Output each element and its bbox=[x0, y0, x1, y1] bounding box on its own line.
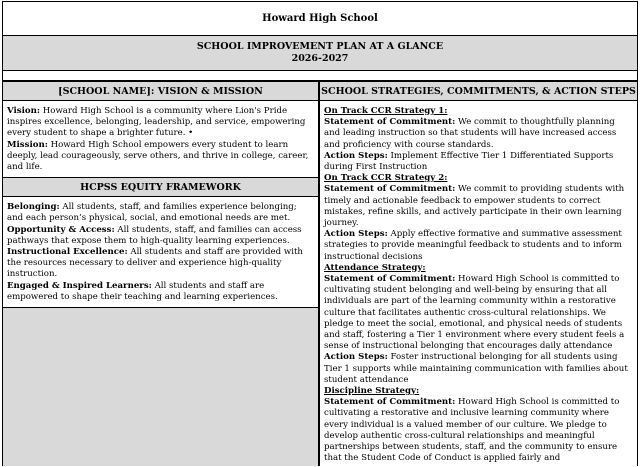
commitment-text: We commit to providing students with timely and actionable feedback to empower students to correct mistakes, refine skills, and actively participate in their own learning journey. bbox=[324, 184, 625, 229]
equity-item bbox=[7, 247, 314, 281]
equity-item-text: All students and staff are empowered to shape their teaching and learning experiences. bbox=[7, 280, 278, 302]
vision-paragraph bbox=[7, 106, 314, 140]
strategy-title: On Track CCR Strategy 2: bbox=[324, 173, 448, 184]
plan-title-banner bbox=[2, 36, 638, 71]
commitment-paragraph bbox=[324, 117, 633, 151]
strategies-section bbox=[320, 101, 637, 465]
strategies-heading bbox=[320, 81, 637, 101]
equity-section bbox=[3, 197, 318, 308]
action-paragraph bbox=[324, 151, 633, 173]
equity-item-text: All students, staff, and families can access pathways that expose them to high-quality learning experiences. bbox=[7, 224, 302, 246]
right-column bbox=[320, 81, 637, 466]
equity-heading-text: HCPSS EQUITY FRAMEWORK bbox=[80, 181, 241, 193]
commitment-label: Statement of Commitment: bbox=[324, 117, 456, 128]
plan-year: 2026-2027 bbox=[291, 53, 349, 64]
commitment-paragraph bbox=[324, 274, 633, 352]
strategy-title: Discipline Strategy: bbox=[324, 386, 420, 397]
commitment-label: Statement of Commitment: bbox=[324, 184, 456, 195]
equity-item-label: Opportunity & Access: bbox=[7, 224, 115, 235]
two-column-table bbox=[2, 81, 638, 466]
strategy-title: On Track CCR Strategy 1: bbox=[324, 106, 448, 116]
action-paragraph bbox=[324, 352, 633, 386]
left-empty-fill bbox=[3, 308, 318, 466]
commitment-text: Howard High School is committed to cultivating student belonging and well-being by ensuring that all individuals are part of the learning community within a restorative culture that facilitates authentic cross-cultural relationships. We pledge to meet the social, emotional, and physical needs of students and staff, fostering a Tier 1 environment where every student feels a sense of instructional belonging that encourages daily attendance bbox=[324, 274, 625, 352]
action-text: Implement Effective Tier 1 Differentiated Supports during First Instruction bbox=[324, 150, 614, 173]
action-label: Action Steps: bbox=[324, 229, 388, 240]
strategies-heading-text: SCHOOL STRATEGIES, COMMITMENTS, & ACTION STEPS bbox=[321, 85, 636, 97]
action-label: Action Steps: bbox=[324, 352, 388, 363]
vision-mission-heading-text: [SCHOOL NAME]: VISION & MISSION bbox=[58, 85, 263, 97]
mission-text: Howard High School empowers every student to learn deeply, lead courageously, serve others, and thrive in college, career, and life. bbox=[7, 139, 309, 173]
equity-item bbox=[7, 202, 314, 224]
mission-paragraph bbox=[7, 140, 314, 174]
action-text: Apply effective formative and summative assessment strategies to provide meaningful feedback to students and to inform instructional decisions bbox=[324, 229, 622, 262]
vision-text: Howard High School is a community where Lion's Pride inspires excellence, belonging, leadership, and service, empowering every student to shape a brighter future. • bbox=[7, 106, 306, 139]
vision-mission-section bbox=[3, 101, 318, 177]
commitment-paragraph bbox=[324, 184, 633, 229]
action-label: Action Steps: bbox=[324, 150, 388, 161]
strategy-title: Attendance Strategy: bbox=[324, 262, 426, 273]
vision-label: Vision: bbox=[7, 106, 41, 116]
equity-item bbox=[7, 281, 314, 303]
equity-item-label: Belonging: bbox=[7, 202, 60, 213]
mission-label: Mission: bbox=[7, 139, 48, 150]
equity-item-text: All students, staff, and families experience belonging; and each person’s physical, social, and emotional needs are met. bbox=[7, 202, 297, 224]
action-text: Foster instructional belonging for all students using Tier 1 supports while maintaining communication with families about student attendance bbox=[324, 352, 628, 385]
equity-item bbox=[7, 225, 314, 247]
equity-item-text: All students and staff are provided with the resources necessary to deliver and experience high-quality instruction. bbox=[7, 247, 303, 280]
commitment-text: Howard High School is committed to cultivating a restorative and inclusive learning community where every individual is a valued member of our culture. We pledge to develop authentic cross-cultural relationships and meaningful partnerships between students, staff, and the community to ensure that the Student Code of Conduct is applied fairly and bbox=[324, 397, 620, 464]
commitment-paragraph bbox=[324, 397, 633, 464]
commitment-label: Statement of Commitment: bbox=[324, 274, 456, 285]
equity-item-label: Engaged & Inspired Learners: bbox=[7, 280, 152, 291]
left-column bbox=[3, 81, 320, 466]
equity-item-label: Instructional Excellence: bbox=[7, 247, 128, 258]
school-name-header bbox=[2, 1, 638, 36]
school-name: Howard High School bbox=[262, 13, 378, 24]
equity-heading bbox=[3, 177, 318, 197]
commitment-text: We commit to thoughtfully planning and leading instruction so that students will have increased access and proficiency with course standards. bbox=[324, 117, 617, 150]
plan-title: SCHOOL IMPROVEMENT PLAN AT A GLANCE bbox=[196, 41, 444, 52]
vision-mission-heading bbox=[3, 81, 318, 101]
action-paragraph bbox=[324, 229, 633, 263]
spacer-row bbox=[2, 71, 638, 81]
commitment-label: Statement of Commitment: bbox=[324, 397, 456, 408]
